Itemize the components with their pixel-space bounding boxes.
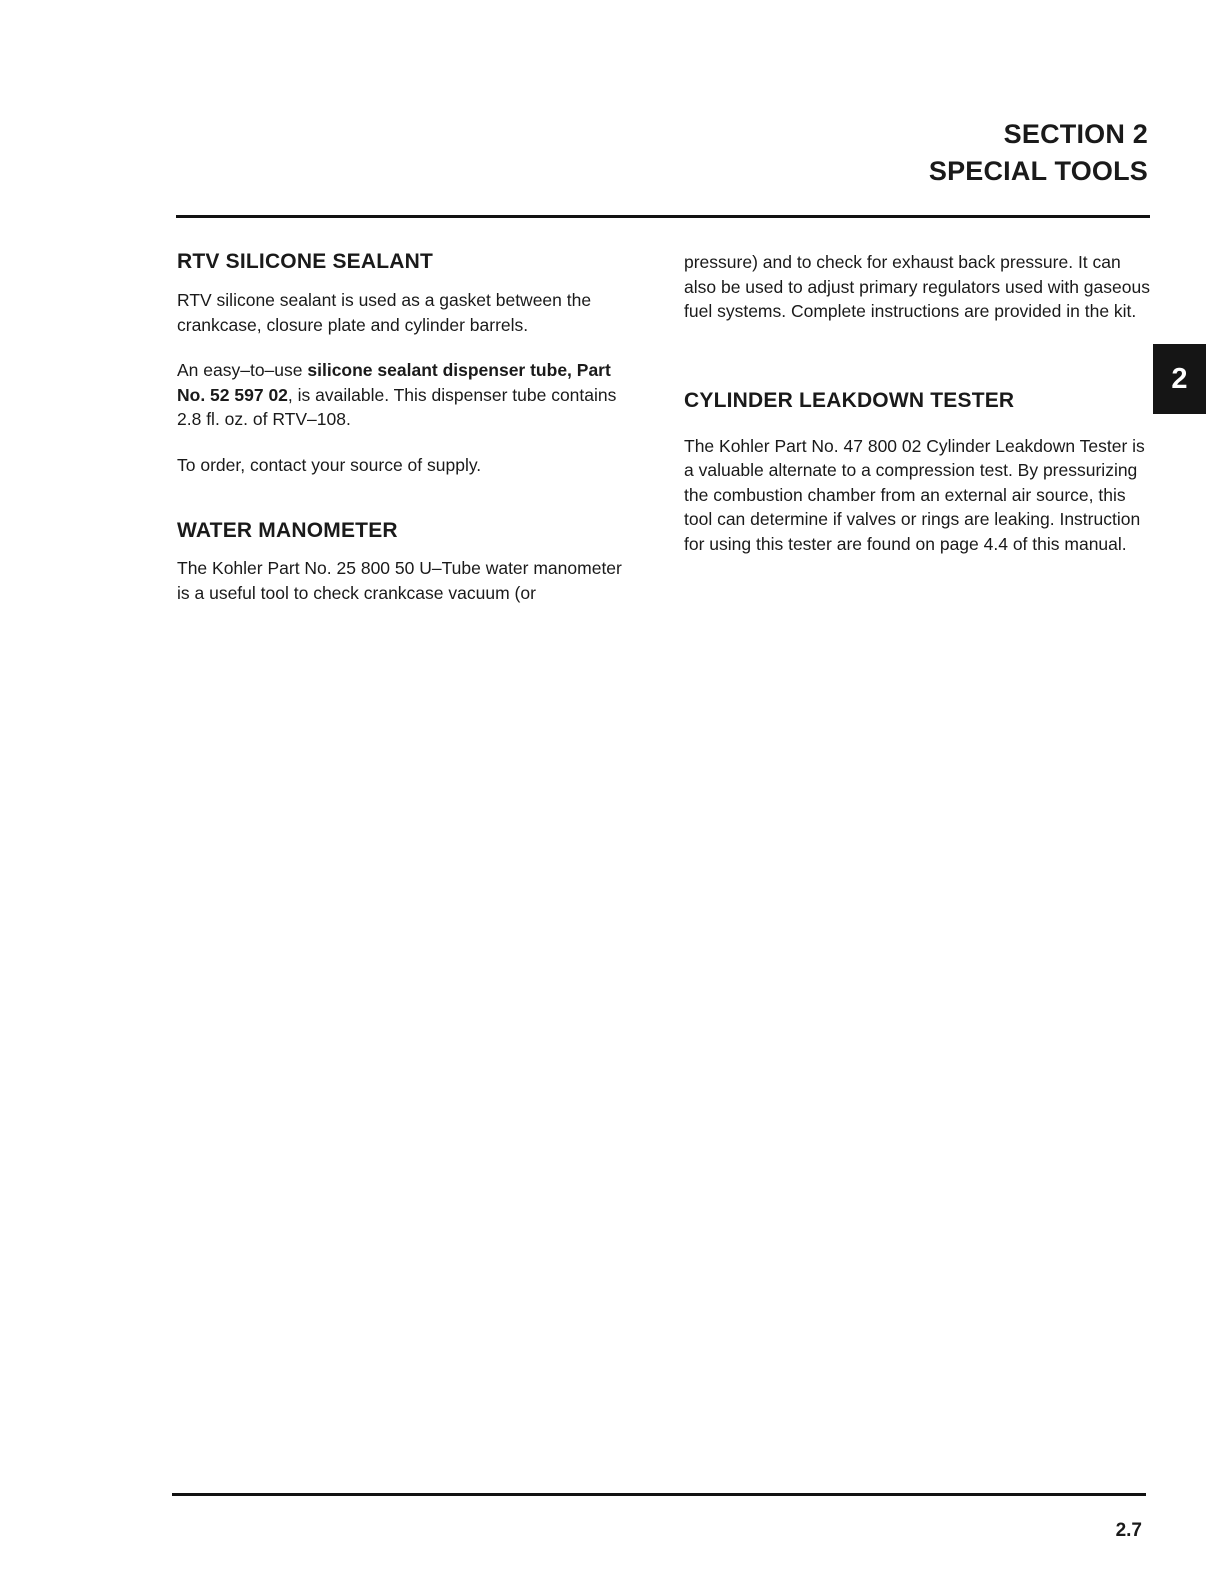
manometer-paragraph-1-continued: pressure) and to check for exhaust back pressure. It can also be used to adjust primary regulators used with gaseous fuel systems. Complete instructions are provided in the kit. bbox=[684, 252, 1150, 321]
leakdown-heading: CYLINDER LEAKDOWN TESTER bbox=[684, 388, 1015, 412]
rtv-paragraph-1: RTV silicone sealant is used as a gasket between the crankcase, closure plate and cylinder barrels. bbox=[177, 290, 592, 335]
manometer-heading: WATER MANOMETER bbox=[177, 519, 398, 542]
rtv-paragraph-3: To order, contact your source of supply. bbox=[177, 454, 482, 475]
section-title: SPECIAL TOOLS bbox=[928, 156, 1148, 186]
bottom-rule bbox=[172, 1493, 1146, 1496]
rtv-p2-prefix: An easy–to–use bbox=[177, 360, 308, 380]
side-tab-label: 2 bbox=[1171, 362, 1188, 395]
section-header bbox=[929, 116, 1148, 190]
right-column bbox=[684, 250, 1150, 556]
top-rule bbox=[176, 215, 1150, 218]
rtv-paragraph-2 bbox=[177, 358, 637, 432]
rtv-p2-bold: silicone sealant dispenser tube, Part No. 52 597 02 bbox=[177, 360, 611, 405]
left-column bbox=[177, 250, 637, 605]
page-number: 2.7 bbox=[1115, 1520, 1142, 1541]
section-label: SECTION 2 bbox=[1003, 119, 1148, 149]
leakdown-paragraph-1: The Kohler Part No. 47 800 02 Cylinder Leakdown Tester is a valuable alternate to a compression test. By pressurizing the combustion chamber from an external air source, this tool can determine if valves or rings are leaking. Instruction for using this tester are found on page 4.4 of this manual. bbox=[684, 435, 1145, 554]
side-tab bbox=[1153, 344, 1206, 414]
rtv-heading: RTV SILICONE SEALANT bbox=[177, 250, 434, 273]
rtv-p2-suffix: , is available. This dispenser tube contains 2.8 fl. oz. of RTV–108. bbox=[177, 384, 617, 429]
manometer-paragraph-1: The Kohler Part No. 25 800 50 U–Tube water manometer is a useful tool to check crankcase vacuum (or bbox=[177, 558, 622, 603]
